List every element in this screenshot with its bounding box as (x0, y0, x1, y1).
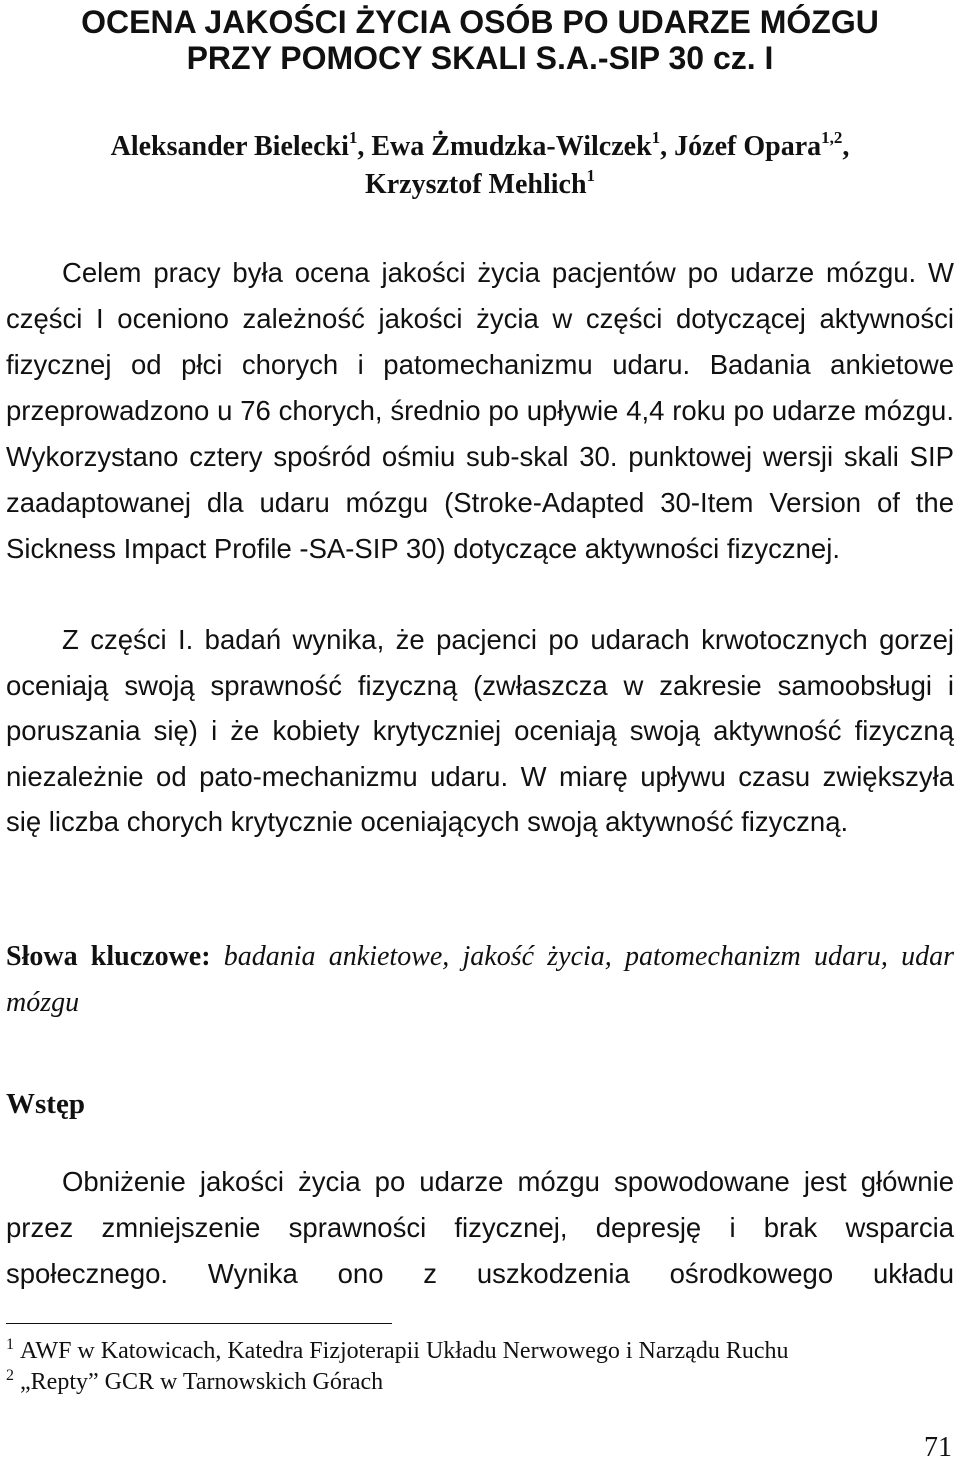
title-line-2: PRZY POMOCY SKALI S.A.-SIP 30 cz. I (186, 40, 774, 76)
author-affiliation: 1,2 (821, 128, 843, 147)
author-affiliation: 1 (651, 128, 661, 147)
keywords-list: badania ankietowe, jakość życia, patomechanizm udaru, udar mózgu (6, 941, 955, 1018)
author-affiliation: 1 (586, 166, 596, 185)
footnote-divider (6, 1323, 392, 1324)
footnote-text: „Repty” GCR w Tarnowskich Górach (20, 1369, 384, 1395)
keywords (6, 934, 954, 1026)
author-list: Aleksander Bielecki$^1$, Ewa Żmudzka-Wilczek$^1$, Józef Opara$^{1,2}$, Krzysztof Mehlich$^1$ (110, 128, 850, 200)
footnote-text: AWF w Katowicach, Katedra Fizjoterapii Układu Nerwowego i Narządu Ruchu (20, 1338, 789, 1364)
footnotes (6, 1336, 954, 1398)
page-number: 71 (924, 1432, 952, 1463)
author-affiliation: 1 (348, 128, 358, 147)
abstract-paragraph-1: Celem pracy była ocena jakości życia pacjentów po udarze mózgu. W części I oceniono zależność jakości życia w części dotyczącej aktywności fizycznej od płci chorych i patomechanizmu udaru. Badania ankietowe przeprowadzono u 76 chorych, średnio po upływie 4,4 roku po udarze mózgu. Wykorzystano cztery spośród ośmiu sub-skal 30. punktowej wersji skali SIP zaadaptowanej dla udaru mózgu (Stroke-Adapted 30-Item Version of the Sickness Impact Profile -SA-SIP 30) dotyczące aktywności fizycznej. (6, 257, 954, 564)
footnote (6, 1367, 954, 1398)
section-heading: Wstęp (6, 1088, 85, 1120)
author-name: Ewa Żmudzka-Wilczek (371, 131, 652, 162)
intro-paragraph: Obniżenie jakości życia po udarze mózgu spowodowane jest głównie przez zmniejszenie sprawności fizycznej, depresję i brak wsparcia społecznego. Wynika ono z uszkodzenia ośrodkowego układu (6, 1166, 954, 1289)
footnote-mark: 2 (6, 1367, 14, 1384)
author-name: Krzysztof Mehlich (364, 169, 587, 200)
article-title (0, 4, 960, 76)
author-name: Aleksander Bielecki (110, 131, 349, 162)
abstract-paragraph-2: Z części I. badań wynika, że pacjenci po udarach krwotocznych gorzej oceniają swoją sprawność fizyczną (zwłaszcza w zakresie samoobsługi i poruszania się) i że kobiety krytyczniej oceniają swoją aktywność fizyczną niezależnie od pato-mechanizmu udaru. W miarę upływu czasu zwiększyła się liczba chorych krytycznie oceniających swoją aktywność fizyczną. (6, 624, 954, 838)
footnote-mark: 1 (6, 1336, 14, 1353)
author-name: Józef Opara (674, 131, 822, 162)
keywords-label: Słowa kluczowe: (6, 941, 211, 972)
footnote (6, 1336, 954, 1367)
title-line-1: OCENA JAKOŚCI ŻYCIA OSÓB PO UDARZE MÓZGU (81, 4, 879, 40)
